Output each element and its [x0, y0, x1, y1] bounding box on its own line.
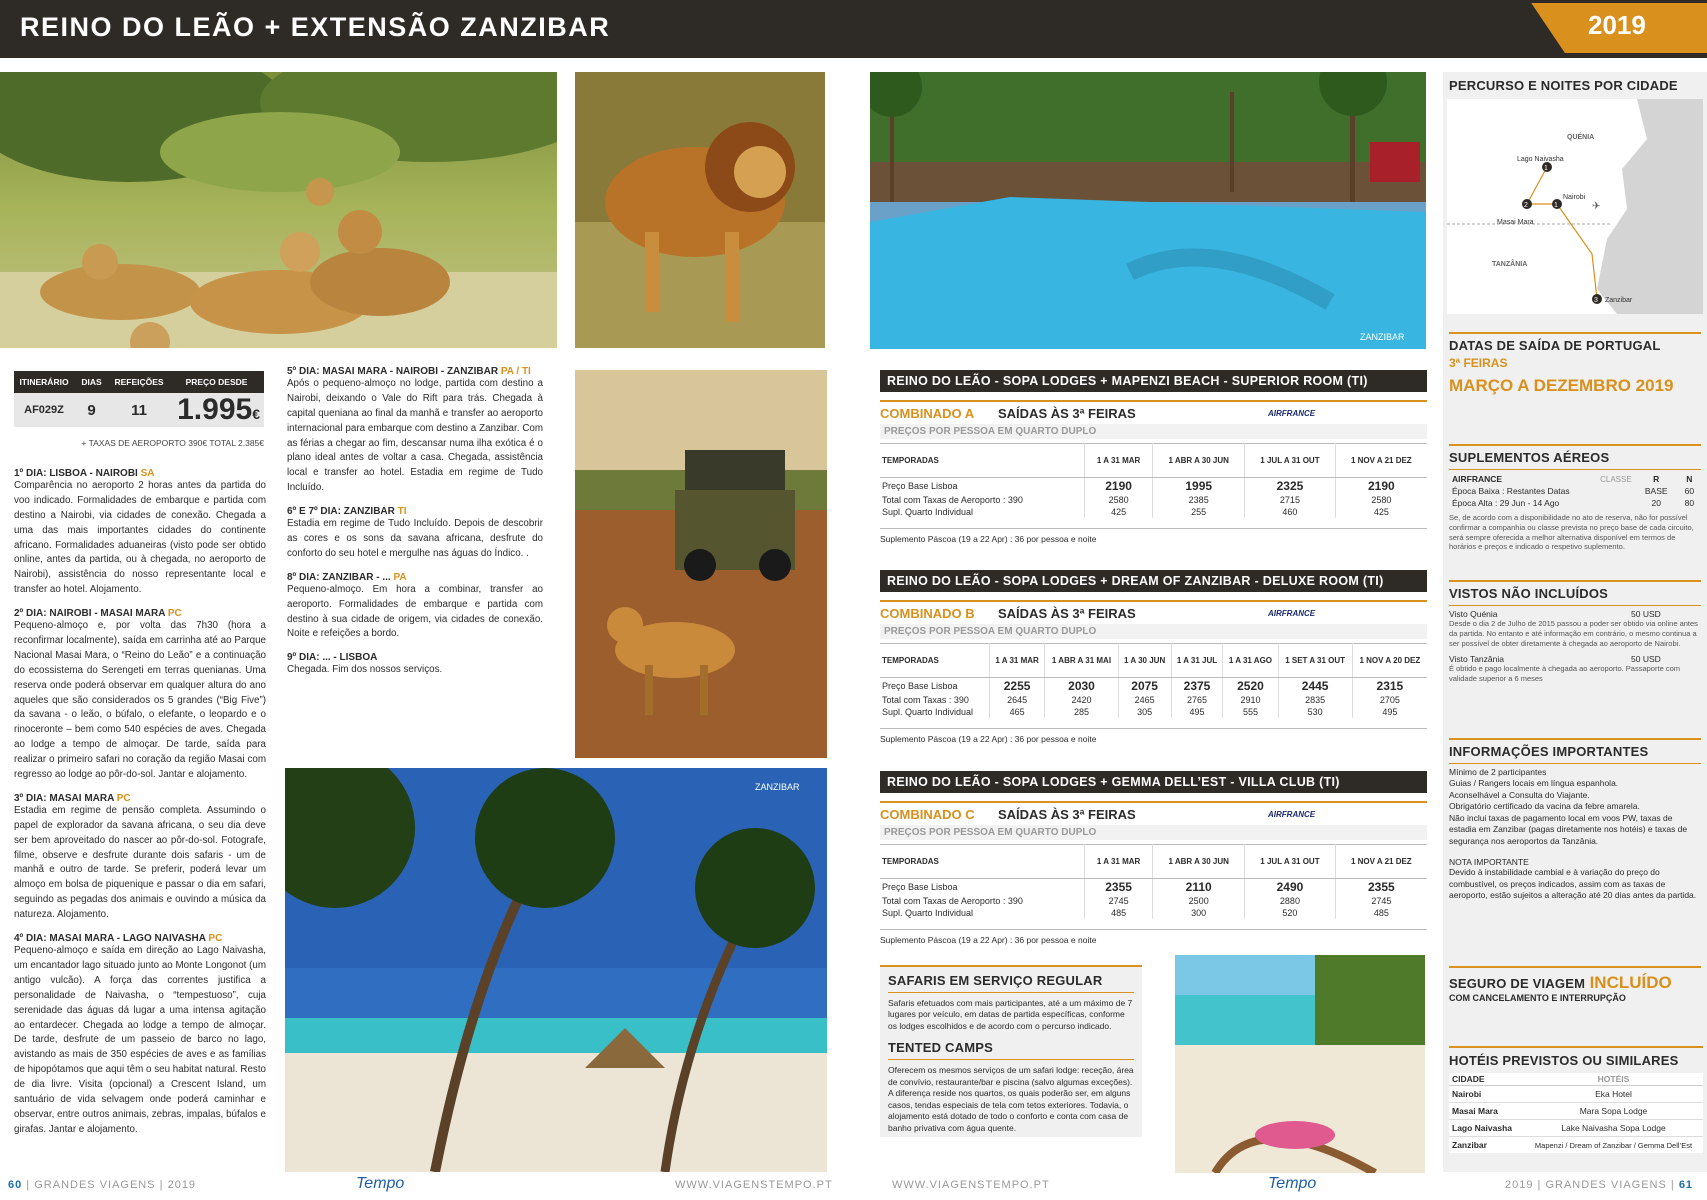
- male-lion-photo: [575, 72, 825, 348]
- combo-c-header: REINO DO LEÃO - SOPA LODGES + GEMMA DELL’EST - VILLA CLUB (TI): [880, 771, 1427, 793]
- table-row: Preço Base Lisboa 2355 2110 2490 2355: [882, 880, 1395, 894]
- day-8-title: 8º DIA: ZANZIBAR - ...: [287, 571, 391, 583]
- map-label-nairobi: Nairobi: [1563, 194, 1586, 201]
- air-supplements: [1449, 444, 1701, 552]
- map-node-nairobi: 1: [1554, 202, 1558, 209]
- day-3-title: 3º DIA: MASAI MARA: [14, 792, 114, 804]
- dates-days: 3ª FEIRAS: [1449, 356, 1508, 370]
- info-line: Obrigatório certificado da vacina da febre amarela.: [1449, 801, 1640, 812]
- beach-hammock-photo: [1175, 955, 1425, 1173]
- map-node-lago: 1: [1544, 165, 1548, 172]
- table-row: Nairobi Eka Hotel: [1449, 1086, 1703, 1103]
- combo-b-note: Suplemento Páscoa (19 a 22 Apr) : 36 por pessoa e noite: [880, 728, 1427, 744]
- combo-b-table: TEMPORADAS 1 A 31 MAR 1 ABR A 31 MAI 1 A 30 JUN 1 A 31 JUL 1 A 31 AGO 1 SET A 31 OUT 1 NOV A 20 DEZ Preço Base Lisboa 2255 2030 2075 2375 2520 2445 2315 Total com Taxas : 390 2645 2420 2465 2765 2910 2835 2705 Supl. Quarto Individual 465 285 305 495 555 530 495: [880, 643, 1427, 718]
- day-4-text: Pequeno-almoço e saída em direção ao Lago Naivasha, um encantador lago situado junto ao Monte Longonot (um antigo vulcão). A força das correntes justifica a personalidade de Naivasha, o “tempestuoso”, cuja serenidade das águas dá lugar a uma intensa agitação ao entardecer. Chegada ao lodge a tempo de almoçar. De tarde, desfrute de um passeio de barco no lago, avistando as mais de 350 espécies de aves e as famílias de hipopótamos que aqui têm o seu habitat natural. Resto de dia livre. Visita (opcional) a Crescent Island, um santuário de vida selvagem onde poderá caminhar e observar, entre outros animais, zebras, impalas, búfalos e girafas. Jantar e alojamento.: [14, 945, 266, 1135]
- day-4-tag: PC: [208, 933, 223, 945]
- dates-title: DATAS DE SAÍDA DE PORTUGAL: [1449, 338, 1661, 353]
- info-line: Não inclui taxas de pagamento local em voos PW, taxas de estadia em Zanzibar (pagas diretamente nos hotéis) e taxas de segurança nos aeroportos da Tanzânia.: [1449, 812, 1688, 846]
- day-9-text: Chegada. Fim dos nossos serviços.: [287, 664, 443, 676]
- pool-photo-label: ZANZIBAR: [1360, 332, 1405, 342]
- url-left[interactable]: WWW.VIAGENSTEMPO.PT: [675, 1179, 833, 1191]
- combo-b-header: REINO DO LEÃO - SOPA LODGES + DREAM OF ZANZIBAR - DELUXE ROOM (TI): [880, 570, 1427, 592]
- dates-range: MARÇO A DEZEMBRO 2019: [1449, 376, 1674, 395]
- day-2-title: 2º DIA: NAIROBI - MASAI MARA: [14, 608, 166, 620]
- lions-resting-photo: [0, 72, 557, 348]
- tented-camps-title: TENTED CAMPS: [888, 1040, 993, 1056]
- day-2-tag: PC: [167, 608, 182, 620]
- map-label-zanzibar: Zanzibar: [1605, 297, 1633, 304]
- day-5-title: 5º DIA: MASAI MARA - NAIROBI - ZANZIBAR: [287, 366, 499, 377]
- summary-col-itinerary: ITINERÁRIO: [19, 377, 69, 387]
- summary-days: 9: [87, 401, 96, 419]
- safaris-title: SAFARIS EM SERVIÇO REGULAR: [888, 973, 1103, 988]
- day-9: [287, 652, 543, 678]
- combo-a-col: 1 NOV A 21 DEZ: [1335, 444, 1427, 478]
- summary-col-days: DIAS: [81, 377, 102, 387]
- day-1-tag: SA: [140, 468, 155, 479]
- info-line: Mínimo de 2 participantes: [1449, 767, 1547, 777]
- day-8-tag: PA: [393, 571, 407, 583]
- combo-c-name: COMBINADO C: [880, 807, 975, 822]
- visa-kenya: Visto Quénia: [1449, 609, 1498, 619]
- travel-insurance: [1449, 966, 1701, 1003]
- itinerary-column-1: [14, 458, 266, 1138]
- combo-a-col: 1 JUL A 31 OUT: [1245, 444, 1335, 478]
- table-row: Preço Base Lisboa 2190 1995 2325 2190: [882, 479, 1395, 493]
- tented-camps-text: Oferecem os mesmos serviços de um safari lodge: receção, área de convívio, restaurante/bar e piscina (salvo algumas exceções). A diferença reside nos quartos, os quais poderão ser, em alguns casos, tendas especiais de tela com tetos exteriores. Todavia, o alojamento está dotado de todo o conforto e conta com casa de banho privativa com água quente.: [888, 1065, 1134, 1133]
- itinerary-summary: [14, 371, 264, 431]
- table-row: Época Alta : 29 Jun - 14 Ago 20 80: [1452, 498, 1695, 508]
- summary-meals: 11: [131, 401, 147, 419]
- combo-a-header: REINO DO LEÃO - SOPA LODGES + MAPENZI BEACH - SUPERIOR ROOM (TI): [880, 370, 1427, 392]
- footer-left-text: GRANDES VIAGENS: [34, 1179, 156, 1191]
- table-row: Total com Taxas de Aeroporto : 390 2745 2500 2880 2745: [882, 896, 1392, 906]
- table-row: Supl. Quarto Individual 485 300 520 485: [882, 908, 1389, 918]
- day-1-text: Comparência no aeroporto 2 horas antes da partida do voo indicado. Formalidades de embarque e partida com destino a Nairobi, via cidades de conexão. Chegada a uma das mais importantes cidades do continente africano. Formalidades aduaneiras (visto pode ser obtido online, antes da partida, ou à chegada, no aeroporto de Nairobi), assistência do nosso representante local e transfer ao hotel. Alojamento.: [14, 480, 266, 596]
- day-4: [14, 933, 266, 1138]
- day-4-title: 4º DIA: MASAI MARA - LAGO NAIVASHA: [14, 933, 206, 945]
- info-note-title: NOTA IMPORTANTE: [1449, 857, 1529, 868]
- footer-left: 60 | GRANDES VIAGENS | 2019: [8, 1179, 197, 1191]
- map-label-masai: Masai Mara: [1497, 219, 1534, 226]
- info-line: Aconselhável a Consulta do Viajante.: [1449, 789, 1590, 800]
- day-9-title: 9º DIA: ... - LISBOA: [287, 652, 378, 664]
- visa-tanzania: Visto Tanzânia: [1449, 654, 1504, 665]
- day-8-text: Pequeno-almoço. Em hora a combinar, transfer ao aeroporto. Formalidades de embarque e partida com destino à sua cidade de origem, via cidades de conexão. Noite e refeições a bordo.: [287, 583, 543, 640]
- supl-table: AIRFRANCE CLASSE R N Época Baixa : Restantes Datas BASE 60 Época Alta : 29 Jun - 14 Ago 20 80: [1449, 473, 1701, 509]
- combo-c: [880, 771, 1427, 945]
- summary-code: AF029Z: [24, 404, 64, 416]
- summary-price: 1.995€: [177, 393, 260, 426]
- combo-a-table: [880, 443, 1427, 518]
- zanzibar-beach-photo: [285, 768, 827, 1172]
- day-6-7-tag: TI: [397, 506, 407, 518]
- table-row: Supl. Quarto Individual 465 285 305 495 555 530 495: [882, 707, 1398, 717]
- pool-photo: [870, 72, 1426, 349]
- day-3: [14, 793, 266, 923]
- safaris-text: Safaris efetuados com mais participantes, até a um máximo de 7 lugares por veículo, em datas de partida específicas, conforme os lodges escolhidos e de acordo com o percurso indicado.: [888, 998, 1133, 1031]
- visa-tanzania-price: 50 USD: [1631, 654, 1661, 665]
- hotels-table: CIDADE HOTÉIS Nairobi Eka Hotel Masai Mara Mara Sopa Lodge Lago Naivasha Lake Naivasha Sopa Lodge Zanzibar Mapenzi / Dream of Zanzibar / Gemma Dell’Est: [1449, 1073, 1703, 1153]
- day-6-7: [287, 506, 543, 562]
- summary-col-meals: REFEIÇÕES: [114, 377, 164, 387]
- combo-a-col: TEMPORADAS: [880, 444, 1085, 478]
- table-row: Supl. Quarto Individual 425 255 460 425: [882, 507, 1389, 517]
- day-2-text: Pequeno-almoço e, por volta das 7h30 (hora a reconfirmar localmente), saída em carrinha até ao Parque Nacional Masai Mara, o “Reino do Leão” e a continuação do ecossistema do Serengeti em terras quenianas. Uma reserva onde poderá observar em qualquer altura do ano aqueles que são considerados os 5 grandes (“Big Five”) da savana - o leão, o búfalo, o elefante, o leopardo e o rinoceronte – bem como 540 espécies de aves. Chegada ao lodge a tempo de almoçar. De tarde, saída para realizar o primeiro safari no coração da região Masai com regresso ao lodge ao pôr-do-sol. Jantar e alojamento.: [14, 620, 266, 781]
- combo-b: [880, 570, 1427, 744]
- info-note: Devido à instabilidade cambial e à variação do preço do combustível, os preços indicados, assim com as taxas de aeroporto, estão sujeitos a alteração até 20 dias antes da partida.: [1449, 867, 1697, 901]
- map-node-zanzibar: 3: [1594, 297, 1598, 304]
- map-section: [1447, 78, 1702, 314]
- vistos-title: VISTOS NÃO INCLUÍDOS: [1449, 586, 1609, 601]
- combo-a-col: 1 A 31 MAR: [1085, 444, 1153, 478]
- url-right[interactable]: WWW.VIAGENSTEMPO.PT: [892, 1179, 1050, 1191]
- footer-right-text: GRANDES VIAGENS: [1545, 1179, 1667, 1191]
- footer-right-year: 2019: [1505, 1179, 1534, 1191]
- map-title: PERCURSO E NOITES POR CIDADE: [1449, 78, 1678, 93]
- visa-kenya-text: Desde o dia 2 de Julho de 2015 passou a poder ser obtido via online antes da partida. No entanto e até informação em contrário, o mesmo continua a ser possível de obter diretamente à chegada ao aeroporto de Nairobi.: [1449, 619, 1698, 648]
- day-5-text: Após o pequeno-almoço no lodge, partida com destino a Nairobi, deixando o Vale do Rift para trás. Chegada à capital queniana ao final da manhã e transfer ao aeroporto internacional para embarque com destino a Zanzibar. Com as férias a chegar ao fim, descansar numa ilha exótica é o plano ideal antes de voltar a casa. Chegada, assistência local e transfer ao hotel. Estadia em regime de Tudo Incluído.: [287, 378, 543, 494]
- day-6-7-text: Estadia em regime de Tudo Incluído. Depois de descobrir as cores e os sons da savana africana, desfrute do conforto do seu hotel e mergulhe nas águas do Índico. .: [287, 518, 543, 559]
- combo-b-name: COMBINADO B: [880, 606, 975, 621]
- year-label: 2019: [1588, 10, 1646, 40]
- brand-logo-left: Tempo: [356, 1175, 405, 1192]
- supl-title: SUPLEMENTOS AÉREOS: [1449, 450, 1610, 465]
- day-5-tag: PA / TI: [500, 366, 531, 377]
- day-5: [287, 366, 543, 496]
- important-info: [1449, 738, 1701, 902]
- hotels: [1449, 1046, 1703, 1153]
- combo-c-departures: SAÍDAS ÀS 3ª FEIRAS: [998, 807, 1136, 822]
- table-row: Zanzibar Mapenzi / Dream of Zanzibar / Gemma Dell’Est: [1452, 1140, 1693, 1150]
- safari-jeep-photo: [575, 370, 827, 758]
- combo-c-table: TEMPORADAS 1 A 31 MAR 1 ABR A 30 JUN 1 JUL A 31 OUT 1 NOV A 21 DEZ Preço Base Lisboa 2355 2110 2490 2355 Total com Taxas de Aeroporto : 390 2745 2500 2880 2745 Supl. Quarto Individual 485 300 520 485: [880, 844, 1427, 919]
- hotels-title: HOTÉIS PREVISTOS OU SIMILARES: [1449, 1053, 1679, 1068]
- combo-c-note: Suplemento Páscoa (19 a 22 Apr) : 36 por pessoa e noite: [880, 929, 1427, 945]
- combo-c-sub: PREÇOS POR PESSOA EM QUARTO DUPLO: [880, 825, 1427, 840]
- combo-a-sub: PREÇOS POR PESSOA EM QUARTO DUPLO: [880, 424, 1427, 439]
- itinerary-column-2: [287, 366, 543, 678]
- day-6-7-title: 6º E 7º DIA: ZANZIBAR: [287, 506, 395, 518]
- day-1: [14, 468, 266, 598]
- safaris-box: [880, 965, 1142, 1137]
- plane-icon: ✈: [1592, 201, 1601, 212]
- beach-photo-label: ZANZIBAR: [755, 782, 800, 792]
- map-label-kenya: QUÉNIA: [1567, 134, 1595, 141]
- day-1-title: 1º DIA: LISBOA - NAIROBI: [14, 468, 138, 479]
- page-number-left: 60: [8, 1179, 23, 1191]
- footer-left-year: 2019: [167, 1179, 197, 1191]
- combo-a-note: Suplemento Páscoa (19 a 22 Apr) : 36 por pessoa e noite: [880, 528, 1427, 544]
- combo-a-airline: AIRFRANCE: [1268, 409, 1316, 418]
- page-title: REINO DO LEÃO + EXTENSÃO ZANZIBAR: [20, 12, 611, 42]
- combo-a-col: 1 ABR A 30 JUN: [1153, 444, 1245, 478]
- visa-kenya-price: 50 USD: [1631, 609, 1661, 619]
- info-line: Guias / Rangers locais em língua espanhola.: [1449, 778, 1619, 789]
- seguro-sub: COM CANCELAMENTO E INTERRUPÇÃO: [1449, 993, 1626, 1003]
- table-row: Masai Mara Mara Sopa Lodge: [1449, 1103, 1703, 1120]
- page-number-right: 61: [1678, 1179, 1694, 1191]
- combo-b-airline: AIRFRANCE: [1268, 609, 1316, 618]
- route-map: [1447, 99, 1703, 314]
- map-label-tanzania: TANZÂNIA: [1492, 261, 1528, 268]
- table-row: Preço Base Lisboa 2255 2030 2075 2375 2520 2445 2315: [882, 679, 1404, 693]
- combo-a-name: COMBINADO A: [880, 406, 975, 421]
- table-row: Lago Naivasha Lake Naivasha Sopa Lodge: [1449, 1120, 1703, 1137]
- info-title: INFORMAÇÕES IMPORTANTES: [1449, 744, 1649, 759]
- day-3-text: Estadia em regime de pensão completa. Assumindo o papel de explorador da savana africana, o seu dia deve ser bem aproveitado do nascer ao pôr-do-sol. Fotografe, filme, observe e desfrute durante dois safaris - um de manhã e outro de tarde. Se preferir, poderá levar um almoço em bolsa de piquenique e passar o dia em safari, seguindo as pegadas dos animais e ouvindo a música da natureza. Alojamento.: [14, 804, 266, 921]
- summary-col-price: PREÇO DESDE: [185, 377, 248, 387]
- footer-right: 2019 | GRANDES VIAGENS | 61: [1505, 1179, 1694, 1191]
- combo-b-departures: SAÍDAS ÀS 3ª FEIRAS: [998, 606, 1136, 621]
- seguro-title: SEGURO DE VIAGEM: [1449, 976, 1586, 991]
- combo-a: [880, 370, 1427, 544]
- table-row: Total com Taxas : 390 2645 2420 2465 2765 2910 2835 2705: [882, 695, 1400, 705]
- departure-dates: [1449, 332, 1701, 396]
- combo-b-sub: PREÇOS POR PESSOA EM QUARTO DUPLO: [880, 624, 1427, 639]
- map-node-masai: 2: [1524, 202, 1528, 209]
- day-3-tag: PC: [116, 792, 131, 804]
- combo-c-airline: AIRFRANCE: [1268, 810, 1316, 819]
- seguro-included: INCLUÍDO: [1589, 973, 1672, 992]
- day-2: [14, 608, 266, 783]
- combo-a-departures: SAÍDAS ÀS 3ª FEIRAS: [998, 406, 1136, 421]
- summary-taxes: + TAXAS DE AEROPORTO 390€ TOTAL 2.385€: [81, 438, 264, 448]
- visas: [1449, 580, 1701, 684]
- map-label-lago: Lago Naivasha: [1517, 156, 1564, 163]
- visa-tanzania-text: É obtido e pago localmente à chegada ao aeroporto. Passaporte com validade superior a 6 meses: [1449, 664, 1680, 683]
- table-row: Época Baixa : Restantes Datas BASE 60: [1452, 486, 1695, 496]
- supl-note: Se, de acordo com a disponibilidade no ato de reserva, não for possível confirmar a companhia ou classe prevista no preço base de cada circuito, será sempre oferecida a melhor alternativa disponível em termos de horários e preços e indicado o respetivo suplemento.: [1449, 513, 1694, 552]
- day-8: [287, 572, 543, 643]
- brand-logo-right: Tempo: [1268, 1175, 1317, 1192]
- table-row: Total com Taxas de Aeroporto : 390 2580 2385 2715 2580: [882, 495, 1392, 505]
